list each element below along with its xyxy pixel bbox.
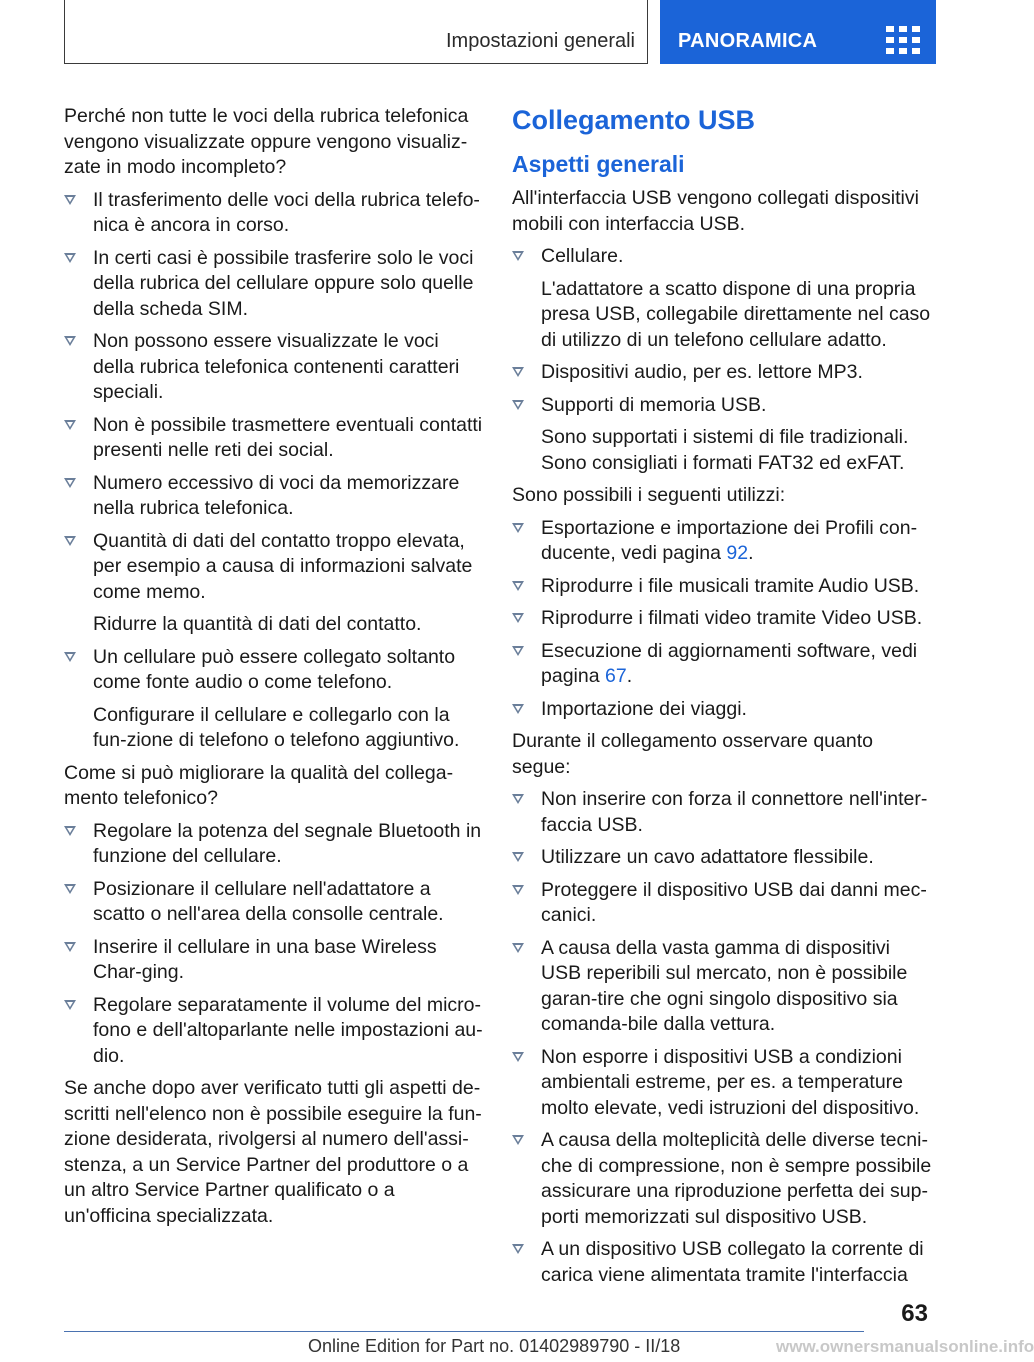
bullet-triangle-icon	[512, 943, 524, 953]
list-item: Numero eccessivo di voci da memorizzare nella rubrica telefonica.	[64, 471, 484, 522]
list-item: In certi casi è possibile trasferire solo le voci della rubrica del cellulare oppure solo quelle della scheda SIM.	[64, 246, 484, 323]
list-item-continuation: Sono supportati i sistemi di file tradizionali. Sono consigliati i formati FAT32 ed exFAT.	[541, 426, 909, 474]
bullet-triangle-icon	[512, 581, 524, 591]
closing-paragraph: Se anche dopo aver verificato tutti gli aspetti de-scritti nell'elenco non è possibile eseguire la fun-zione desiderata, rivolgersi al numero dell'assi-stenza, a un Service Partner del produttore o a un altro Service Partner qualificato o a un'officina specializzata.	[64, 1077, 482, 1227]
list-item: Proteggere il dispositivo USB dai danni mec-canici.	[512, 878, 932, 929]
list-item: Quantità di dati del contatto troppo elevata, per esempio a causa di informazioni salvate come memo.	[64, 529, 484, 606]
subsection-heading: Aspetti generali	[512, 151, 685, 177]
bullet-triangle-icon	[512, 1052, 524, 1062]
list-item: A causa della molteplicità delle diverse tecni-che di compressione, non è sempre possibile assicurare una riproduzione perfetta dei sup-porti memorizzati sul dispositivo USB.	[512, 1128, 932, 1230]
edition-note: Online Edition for Part no. 01402989790 - II/18	[308, 1336, 681, 1356]
bullet-triangle-icon	[64, 478, 76, 488]
page-link-92[interactable]: 92	[726, 542, 749, 564]
panoramica-tab-label: PANORAMICA	[678, 30, 818, 52]
bullet-triangle-icon	[64, 536, 76, 546]
list-item: Supporti di memoria USB.	[512, 393, 932, 419]
bullet-triangle-icon	[512, 646, 524, 656]
bullet-triangle-icon	[512, 1244, 524, 1254]
list-item: Il trasferimento delle voci della rubrica telefo-nica è ancora in corso.	[64, 188, 484, 239]
page-link-67[interactable]: 67	[604, 665, 627, 687]
header-section-box	[64, 0, 648, 64]
list-item: Non esporre i dispositivi USB a condizioni ambientali estreme, per es. a temperature molto elevate, vedi istruzioni del dispositivo.	[512, 1045, 932, 1122]
bullet-triangle-icon	[512, 523, 524, 533]
list-item: Inserire il cellulare in una base Wireless Char-ging.	[64, 935, 484, 986]
bullet-triangle-icon	[512, 885, 524, 895]
list-item: Regolare separatamente il volume del micro-fono e dell'altoparlante nelle impostazioni au-dio.	[64, 993, 484, 1070]
right-column	[512, 104, 932, 1295]
bullet-triangle-icon	[64, 652, 76, 662]
bullet-triangle-icon	[64, 884, 76, 894]
list-item: Importazione dei viaggi.	[512, 697, 932, 723]
question-paragraph: Come si può migliorare la qualità del collega-mento telefonico?	[64, 761, 454, 809]
list-item: A causa della vasta gamma di dispositivi USB reperibili sul mercato, non è possibile garan-tire che ogni singolo dispositivo sia comanda-bile dalla vettura.	[512, 936, 932, 1038]
list-item: Riprodurre i filmati video tramite Video USB.	[512, 606, 932, 632]
bullet-triangle-icon	[512, 251, 524, 261]
list-item: Cellulare.	[512, 244, 932, 270]
bullet-triangle-icon	[512, 852, 524, 862]
list-item: Non è possibile trasmettere eventuali contatti presenti nelle reti dei social.	[64, 413, 484, 464]
list-item-continuation: Ridurre la quantità di dati del contatto.	[93, 613, 422, 635]
list-item: Riprodurre i file musicali tramite Audio USB.	[512, 574, 932, 600]
list-item: Utilizzare un cavo adattatore flessibile.	[512, 845, 932, 871]
list-item: Un cellulare può essere collegato soltanto come fonte audio o come telefono.	[64, 645, 484, 696]
bullet-triangle-icon	[64, 942, 76, 952]
list-item: Esecuzione di aggiornamenti software, vedi pagina 67.	[512, 639, 932, 690]
bullet-triangle-icon	[64, 420, 76, 430]
list-item: Dispositivi audio, per es. lettore MP3.	[512, 360, 932, 386]
section-heading: Collegamento USB	[512, 105, 756, 135]
site-watermark: www.ownersmanualsonline.info	[776, 1337, 1034, 1356]
list-item-continuation: L'adattatore a scatto dispone di una propria presa USB, collegabile direttamente nel caso di utilizzo di un telefono cellulare adatto.	[541, 277, 931, 351]
list-item-continuation: Configurare il cellulare e collegarlo con la fun-zione di telefono o telefono aggiuntivo.	[93, 703, 460, 751]
bullet-triangle-icon	[512, 704, 524, 714]
bullet-triangle-icon	[512, 1135, 524, 1145]
bullet-triangle-icon	[512, 613, 524, 623]
list-item: Posizionare il cellulare nell'adattatore a scatto o nell'area della consolle centrale.	[64, 877, 484, 928]
grid-icon	[886, 26, 920, 54]
left-column	[64, 104, 484, 1236]
intro-paragraph: All'interfaccia USB vengono collegati dispositivi mobili con interfaccia USB.	[512, 187, 919, 235]
bullet-triangle-icon	[64, 336, 76, 346]
list-item: A un dispositivo USB collegato la corrente di carica viene alimentata tramite l'interfaccia	[512, 1237, 932, 1288]
footer-divider	[64, 1331, 864, 1332]
bullet-triangle-icon	[512, 794, 524, 804]
bullet-triangle-icon	[512, 400, 524, 410]
list-item: Non inserire con forza il connettore nell'inter-faccia USB.	[512, 787, 932, 838]
list-item: Regolare la potenza del segnale Bluetooth in funzione del cellulare.	[64, 819, 484, 870]
section-title: Impostazioni generali	[446, 30, 635, 52]
notes-intro-paragraph: Durante il collegamento osservare quanto segue:	[512, 730, 873, 778]
bullet-triangle-icon	[64, 1000, 76, 1010]
uses-intro-paragraph: Sono possibili i seguenti utilizzi:	[512, 484, 786, 506]
bullet-triangle-icon	[512, 367, 524, 377]
page-number: 63	[901, 1300, 928, 1327]
bullet-triangle-icon	[64, 195, 76, 205]
list-item: Non possono essere visualizzate le voci della rubrica telefonica contenenti caratteri speciali.	[64, 329, 484, 406]
question-paragraph: Perché non tutte le voci della rubrica telefonica vengono visualizzate oppure vengono visualiz-zate in modo incompleto?	[64, 105, 469, 178]
bullet-triangle-icon	[64, 253, 76, 263]
bullet-triangle-icon	[64, 826, 76, 836]
panoramica-tab[interactable]	[660, 0, 936, 64]
list-item: Esportazione e importazione dei Profili con-ducente, vedi pagina 92.	[512, 516, 932, 567]
